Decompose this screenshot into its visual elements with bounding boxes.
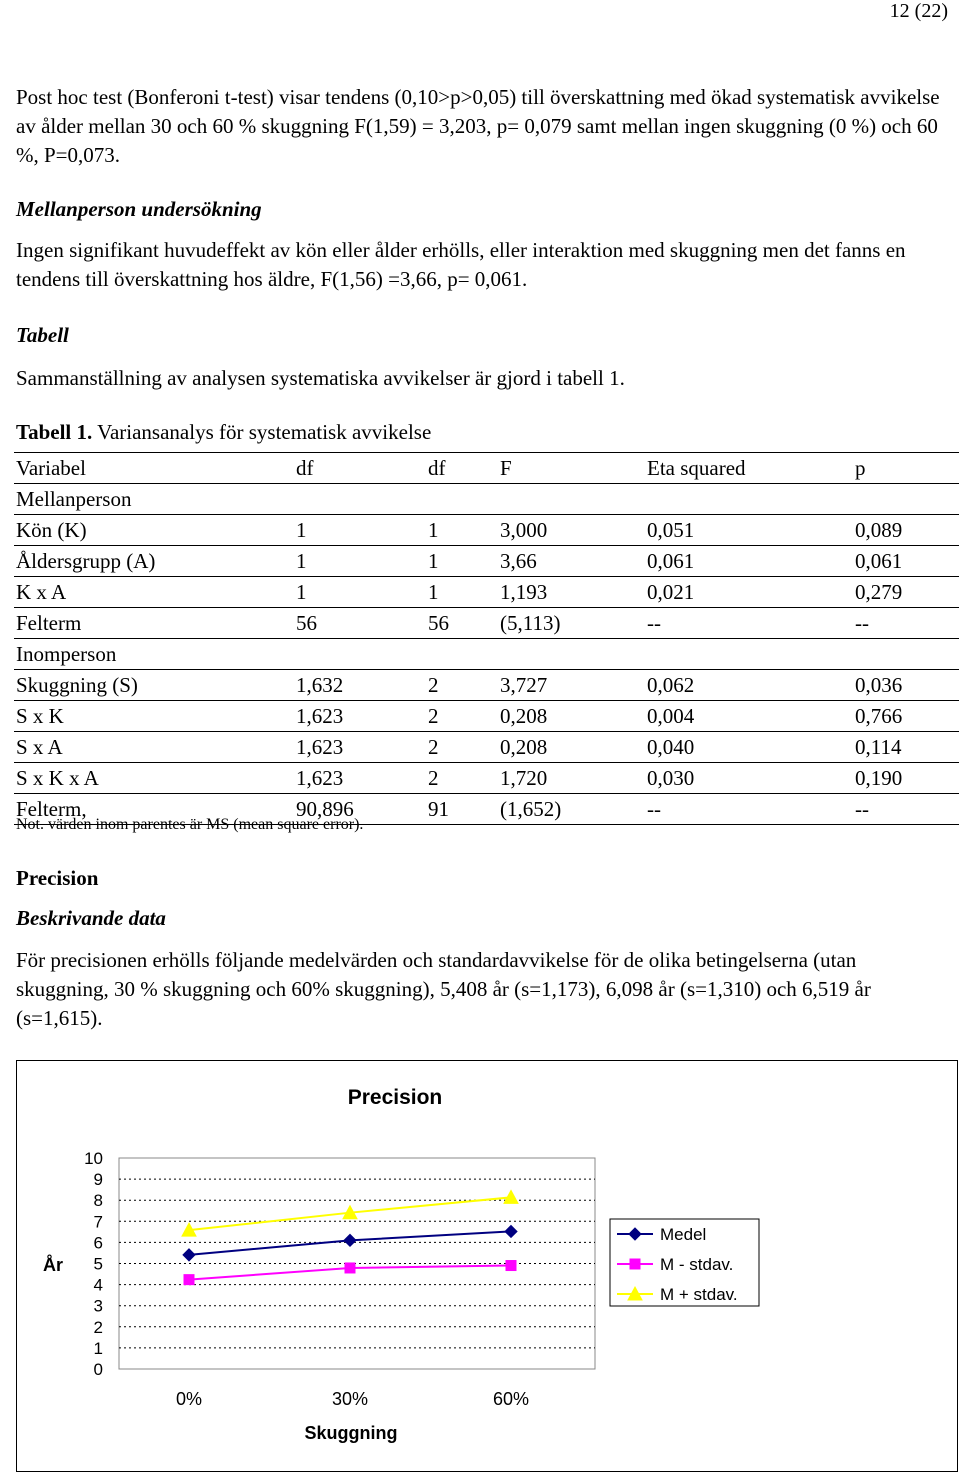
legend-label: Medel (660, 1225, 707, 1244)
table-cell: 1,720 (498, 763, 645, 794)
y-tick-label: 8 (93, 1191, 103, 1211)
table-row (14, 670, 959, 701)
anova-table (14, 452, 959, 825)
table-cell: 0,208 (498, 701, 645, 732)
table-cell (426, 639, 498, 670)
table-cell: 1 (294, 546, 426, 577)
table-cell: 2 (426, 763, 498, 794)
table-cell: K x A (14, 577, 294, 608)
table-cell (426, 484, 498, 515)
tabell-heading: Tabell (16, 323, 69, 347)
table-cell: -- (645, 608, 853, 639)
table-cell: (1,652) (498, 794, 645, 825)
y-tick-label: 3 (93, 1296, 103, 1316)
table-cell: 0,004 (645, 701, 853, 732)
table-cell: 0,062 (645, 670, 853, 701)
y-tick-label: 10 (84, 1149, 103, 1168)
table-cell: 0,279 (853, 577, 959, 608)
table-cell: 1,623 (294, 763, 426, 794)
table-cell (645, 484, 853, 515)
table-header-cell: df (426, 453, 498, 484)
table-cell: -- (645, 794, 853, 825)
table-header-cell: p (853, 453, 959, 484)
table-cell (498, 484, 645, 515)
table-header-cell: Variabel (14, 453, 294, 484)
table-caption-label: Tabell 1. (16, 420, 93, 444)
data-point (184, 1275, 194, 1285)
y-tick-label: 7 (93, 1212, 103, 1232)
table-cell: -- (853, 794, 959, 825)
table-cell: 1 (426, 577, 498, 608)
table-cell (294, 484, 426, 515)
table-cell: 3,66 (498, 546, 645, 577)
table-cell: 91 (426, 794, 498, 825)
table-cell: 90,896 (294, 794, 426, 825)
table-cell: 56 (294, 608, 426, 639)
y-tick-label: 2 (93, 1317, 103, 1337)
table-row (14, 701, 959, 732)
x-tick-label: 30% (331, 1389, 369, 1409)
table-cell: Kön (K) (14, 515, 294, 546)
x-tick-label: 60% (492, 1389, 530, 1409)
table-caption-text: Variansanalys för systematisk avvikelse (92, 420, 432, 444)
precision-chart (17, 1061, 957, 1471)
table-cell (294, 639, 426, 670)
mellanperson-heading: Mellanperson undersökning (16, 197, 262, 221)
mellanperson-text: Ingen signifikant huvudeffekt av kön eller ålder erhölls, eller interaktion med skuggning men det fanns en tendens till överskattning hos äldre, F(1,56) =3,66, p= 0,061. (16, 238, 906, 291)
table-caption (16, 420, 431, 445)
table-cell: 0,021 (645, 577, 853, 608)
data-point (506, 1261, 516, 1271)
tabell-text: Sammanställning av analysen systematiska avvikelser är gjord i tabell 1. (16, 366, 625, 390)
table-cell: 1 (426, 546, 498, 577)
table-cell: 1,632 (294, 670, 426, 701)
table-cell: 1,623 (294, 732, 426, 763)
table-cell: 1 (426, 515, 498, 546)
table-cell: 0,089 (853, 515, 959, 546)
intro-paragraph: Post hoc test (Bonferoni t-test) visar tendens (0,10>p>0,05) till överskattning med ökad systematisk avvikelse av ålder mellan 30 och 60 % skuggning F(1,59) = 3,203, p= 0,079 samt mellan ingen skuggning (0 %) och 60 %, P=0,073. (16, 85, 940, 167)
table-cell: 2 (426, 701, 498, 732)
table-cell: 0,190 (853, 763, 959, 794)
table-cell: 0,114 (853, 732, 959, 763)
legend-label: M + stdav. (660, 1285, 738, 1304)
table-cell: 0,766 (853, 701, 959, 732)
table-row (14, 546, 959, 577)
precision-chart-frame (16, 1060, 958, 1472)
data-point (183, 1249, 195, 1261)
table-cell: 56 (426, 608, 498, 639)
table-cell: 3,727 (498, 670, 645, 701)
table-cell: Felterm, (14, 794, 294, 825)
table-cell: Åldersgrupp (A) (14, 546, 294, 577)
table-cell: 2 (426, 732, 498, 763)
chart-title: Precision (347, 1086, 443, 1109)
table-cell: 0,040 (645, 732, 853, 763)
table-cell (645, 639, 853, 670)
table-cell: 0,030 (645, 763, 853, 794)
table-cell: 1 (294, 515, 426, 546)
table-cell: Inomperson (14, 639, 294, 670)
table-header-cell: df (294, 453, 426, 484)
table-header-row (14, 453, 959, 484)
table-cell: 1,193 (498, 577, 645, 608)
table-row (14, 577, 959, 608)
y-axis-label: År (42, 1255, 64, 1275)
data-point (505, 1225, 517, 1237)
table-row (14, 639, 959, 670)
table-row (14, 732, 959, 763)
y-tick-label: 9 (93, 1170, 103, 1190)
table-cell: Skuggning (S) (14, 670, 294, 701)
table-cell: 0,061 (645, 546, 853, 577)
y-tick-label: 1 (93, 1338, 103, 1358)
y-tick-label: 5 (93, 1254, 103, 1274)
table-cell: 0,036 (853, 670, 959, 701)
table-cell: 1 (294, 577, 426, 608)
table-row (14, 608, 959, 639)
x-tick-label: 0% (175, 1389, 203, 1409)
table-header-cell: Eta squared (645, 453, 853, 484)
table-cell: 0,051 (645, 515, 853, 546)
precision-heading: Precision (16, 866, 99, 890)
table-cell (853, 639, 959, 670)
beskrivande-data-heading: Beskrivande data (16, 906, 166, 930)
y-tick-label: 6 (93, 1233, 103, 1253)
table-cell: (5,113) (498, 608, 645, 639)
table-cell: 0,061 (853, 546, 959, 577)
table-row (14, 484, 959, 515)
table-row (14, 763, 959, 794)
table-cell: 3,000 (498, 515, 645, 546)
precision-text: För precisionen erhölls följande medelvärden och standardavvikelse för de olika betingelserna (utan skuggning, 30 % skuggning och 60% skuggning), 5,408 år (s=1,173), 6,098 år (s=1,310) och 6,519 år (s=1,615). (16, 948, 871, 1030)
table-cell: -- (853, 608, 959, 639)
table-header-cell: F (498, 453, 645, 484)
page-number: 12 (22) (889, 0, 948, 22)
table-cell: S x K (14, 701, 294, 732)
table-cell: Mellanperson (14, 484, 294, 515)
x-axis-label: Skuggning (304, 1423, 398, 1443)
data-point (345, 1263, 355, 1273)
table-cell: Felterm (14, 608, 294, 639)
y-tick-label: 0 (93, 1360, 103, 1379)
table-note: Not. värden inom parentes är MS (mean square error). (16, 816, 364, 833)
table-cell (853, 484, 959, 515)
table-cell: 1,623 (294, 701, 426, 732)
table-cell (498, 639, 645, 670)
legend-marker (630, 1259, 640, 1269)
table-cell: S x K x A (14, 763, 294, 794)
y-tick-label: 4 (93, 1275, 103, 1295)
table-row (14, 515, 959, 546)
table-cell: 0,208 (498, 732, 645, 763)
table-cell: 2 (426, 670, 498, 701)
table-cell: S x A (14, 732, 294, 763)
data-point (344, 1234, 356, 1246)
legend-label: M - stdav. (660, 1255, 734, 1274)
